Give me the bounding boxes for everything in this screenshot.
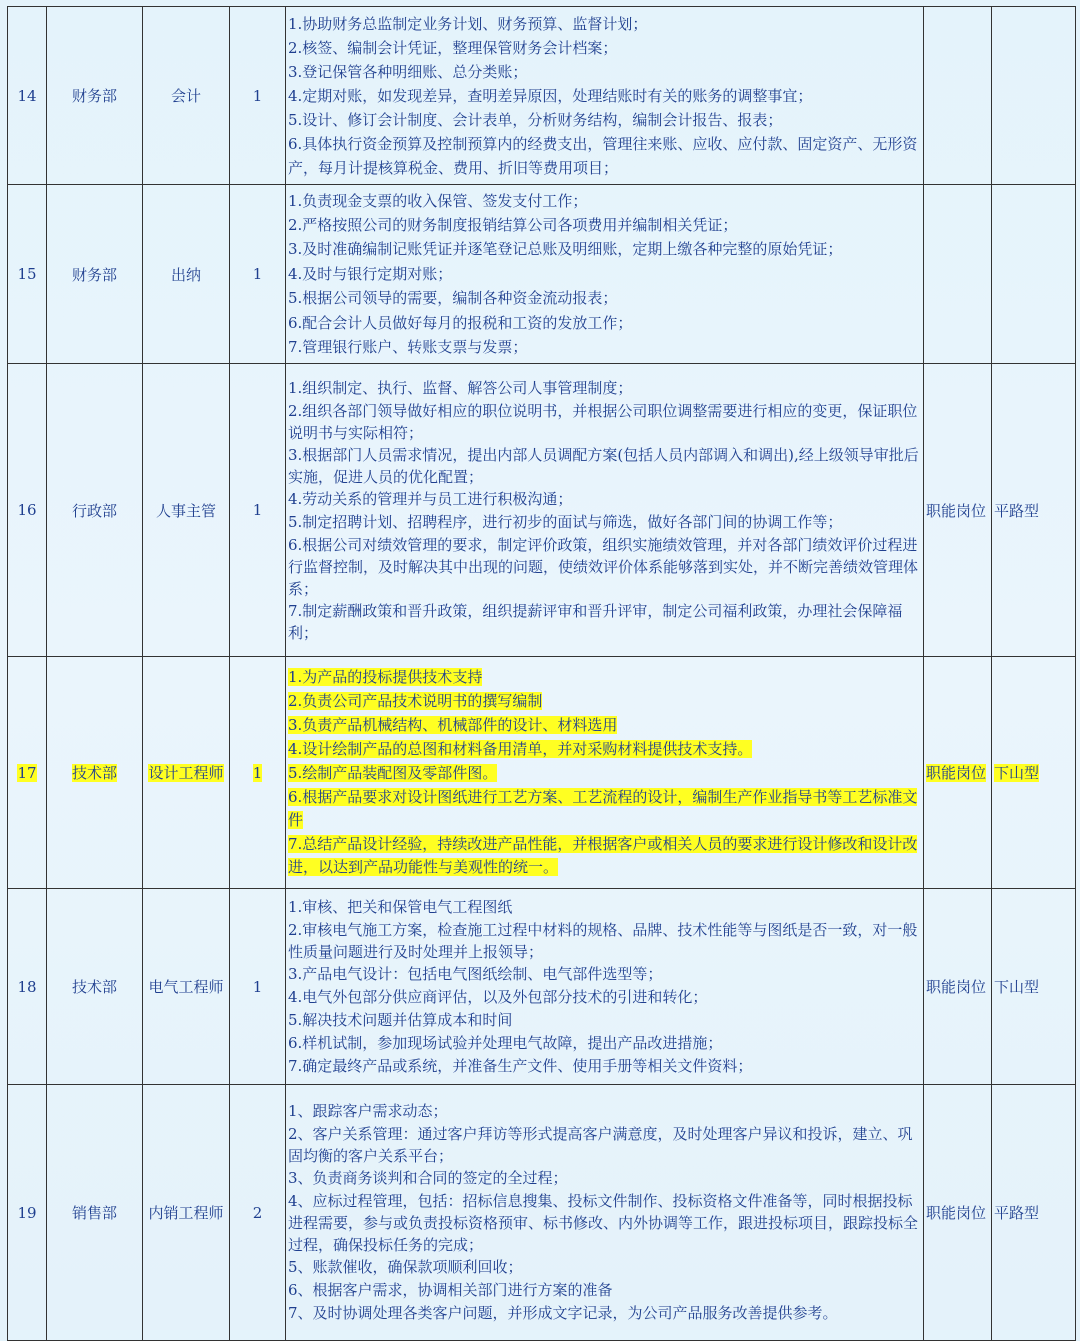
duty-text: 5.设计、修订会计制度、会计表单，分析财务结构，编制会计报告、报表； xyxy=(288,110,783,129)
table-row xyxy=(8,889,1076,1085)
department-cell xyxy=(47,364,143,657)
headcount-cell xyxy=(230,889,286,1085)
duty-text: 7.制定薪酬政策和晋升政策，组织提薪评审和晋升评审，制定公司福利政策，办理社会保障福利； xyxy=(288,601,903,642)
duty-text: 4、应标过程管理，包括：招标信息搜集、投标文件制作、投标资格文件准备等，同时根据投标进程需要，参与或负责投标资格预审、标书修改、内外协调等工作，跟进投标项目，跟踪投标全过程，确保投标任务的完成； xyxy=(288,1192,919,1254)
duty-text: 6.根据产品要求对设计图纸进行工艺方案、工艺流程的设计，编制生产作业指导书等工艺标准文件 xyxy=(288,788,918,829)
duty-text: 7.确定最终产品或系统，并准备生产文件、使用手册等相关文件资料； xyxy=(288,1056,753,1075)
duty-item xyxy=(288,1190,921,1256)
row-number: 14 xyxy=(17,86,37,105)
headcount: 1 xyxy=(252,501,263,519)
headcount-cell xyxy=(230,364,286,657)
department: 财务部 xyxy=(71,265,117,284)
duty-text: 1.组织制定、执行、监督、解答公司人事管理制度； xyxy=(288,378,633,397)
duty-text: 1、跟踪客户需求动态； xyxy=(288,1102,448,1120)
position: 电气工程师 xyxy=(148,978,224,996)
duty-item xyxy=(288,189,921,213)
duty-item xyxy=(288,1009,921,1032)
headcount: 1 xyxy=(252,265,263,283)
duty-item xyxy=(288,1279,921,1302)
duty-item xyxy=(288,511,921,534)
position: 内销工程师 xyxy=(148,1204,224,1222)
duty-text: 6.具体执行资金预算及控制预算内的经费支出，管理往来账、应收、应付款、固定资产、无形资产，每月计提核算税金、费用、折旧等费用项目； xyxy=(288,134,918,177)
job-type-cell xyxy=(924,364,992,657)
headcount: 1 xyxy=(252,977,263,996)
duty-text: 2.组织各部门领导做好相应的职位说明书，并根据公司职位调整需要进行相应的变更，保证职位说明书与实际相符； xyxy=(288,401,918,442)
career-path-cell xyxy=(992,1085,1076,1341)
duty-item xyxy=(288,488,921,511)
position: 设计工程师 xyxy=(148,764,224,782)
duty-text: 5.解决技术问题并估算成本和时间 xyxy=(288,1010,513,1029)
duty-item xyxy=(288,400,921,444)
duty-item xyxy=(288,1032,921,1055)
department: 销售部 xyxy=(71,1204,117,1222)
duty-item xyxy=(288,666,921,689)
position: 出纳 xyxy=(170,265,201,284)
duty-item xyxy=(288,262,921,286)
career-path-cell xyxy=(992,364,1076,657)
duty-text: 3.及时准确编制记账凭证并逐笔登记总账及明细账，定期上缴各种完整的原始凭证； xyxy=(288,240,843,259)
duty-text: 6.配合会计人员做好每月的报税和工资的发放工作； xyxy=(288,313,633,332)
job-description-table xyxy=(7,6,1076,1341)
career-path-cell xyxy=(992,889,1076,1085)
department: 财务部 xyxy=(71,87,117,105)
headcount-cell xyxy=(230,1085,286,1341)
duty-item xyxy=(288,311,921,335)
career-path: 下山型 xyxy=(994,978,1040,996)
position-cell xyxy=(143,185,230,364)
table-row xyxy=(8,657,1076,889)
job-type-cell xyxy=(924,889,992,1085)
department-cell xyxy=(47,657,143,889)
duty-item xyxy=(288,833,921,879)
career-path: 下山型 xyxy=(994,764,1040,782)
duty-item xyxy=(288,36,921,60)
job-type: 职能岗位 xyxy=(926,1204,987,1222)
job-type: 职能岗位 xyxy=(926,501,987,520)
duty-item xyxy=(288,919,921,963)
duty-text: 1.为产品的投标提供技术支持 xyxy=(288,668,483,686)
department: 技术部 xyxy=(71,764,117,782)
career-path: 平路型 xyxy=(994,501,1040,520)
duty-text: 4.定期对账，如发现差异，查明差异原因，处理结账时有关的账务的调整事宜； xyxy=(288,86,813,105)
duty-item xyxy=(288,1302,921,1325)
row-number: 17 xyxy=(17,763,37,782)
row-number-cell xyxy=(8,364,47,657)
department-cell xyxy=(47,185,143,364)
duty-text: 5.绘制产品装配图及零部件图。 xyxy=(288,764,498,782)
job-type-cell xyxy=(924,1085,992,1341)
duties-cell xyxy=(286,657,924,889)
duty-item xyxy=(288,84,921,108)
duty-text: 3.负责产品机械结构、机械部件的设计、材料选用 xyxy=(288,716,618,734)
duty-item xyxy=(288,335,921,359)
duty-item xyxy=(288,444,921,488)
row-number-cell xyxy=(8,889,47,1085)
duty-item xyxy=(288,286,921,310)
duty-item xyxy=(288,600,921,644)
duty-text: 6、根据客户需求，协调相关部门进行方案的准备 xyxy=(288,1281,613,1299)
duty-item xyxy=(288,60,921,84)
duty-item xyxy=(288,132,921,180)
duty-text: 7、及时协调处理各类客户问题，并形成文字记录，为公司产品服务改善提供参考。 xyxy=(288,1304,838,1322)
duty-text: 3.产品电气设计：包括电气图纸绘制、电气部件选型等； xyxy=(288,964,663,983)
duty-item xyxy=(288,1055,921,1078)
table-row xyxy=(8,7,1076,185)
row-number: 16 xyxy=(17,501,37,519)
duty-text: 1.审核、把关和保管电气工程图纸 xyxy=(288,897,513,916)
row-number-cell xyxy=(8,185,47,364)
duty-item xyxy=(288,213,921,237)
row-number-cell xyxy=(8,1085,47,1341)
duty-item xyxy=(288,690,921,713)
duty-text: 1.负责现金支票的收入保管、签发支付工作； xyxy=(288,191,588,210)
duty-text: 3、负责商务谈判和合同的签定的全过程； xyxy=(288,1169,568,1187)
duty-item xyxy=(288,963,921,986)
duty-item xyxy=(288,1167,921,1190)
duty-text: 3.根据部门人员需求情况，提出内部人员调配方案(包括人员内部调入和调出),经上级领导审批后实施，促进人员的优化配置； xyxy=(288,445,919,486)
duty-text: 6.根据公司对绩效管理的要求，制定评价政策，组织实施绩效管理，并对各部门绩效评价过程进行监督控制，及时解决其中出现的问题，使绩效评价体系能够落到实处，并不断完善绩效管理体系； xyxy=(288,535,919,598)
duties-cell xyxy=(286,889,924,1085)
duty-text: 4.设计绘制产品的总图和材料备用清单，并对采购材料提供技术支持。 xyxy=(288,740,753,758)
duty-item xyxy=(288,534,921,600)
headcount: 1 xyxy=(252,763,263,782)
duties-cell xyxy=(286,185,924,364)
position: 会计 xyxy=(170,87,201,105)
duty-text: 7.管理银行账户、转账支票与发票； xyxy=(288,338,528,357)
duty-item xyxy=(288,986,921,1009)
career-path: 平路型 xyxy=(994,1204,1040,1222)
department: 技术部 xyxy=(71,978,117,996)
job-type-cell xyxy=(924,657,992,889)
table-row xyxy=(8,364,1076,657)
duty-item xyxy=(288,1123,921,1167)
headcount-cell xyxy=(230,185,286,364)
duty-item xyxy=(288,377,921,400)
position: 人事主管 xyxy=(155,501,216,520)
job-type: 职能岗位 xyxy=(926,764,987,782)
duty-item xyxy=(288,738,921,761)
duty-item xyxy=(288,896,921,919)
duty-text: 3.登记保管各种明细账、总分类账； xyxy=(288,62,528,81)
duty-item xyxy=(288,1100,921,1123)
duty-text: 6.样机试制，参加现场试验并处理电气故障，提出产品改进措施； xyxy=(288,1033,723,1052)
department-cell xyxy=(47,1085,143,1341)
row-number-cell xyxy=(8,657,47,889)
duty-text: 2.审核电气施工方案，检查施工过程中材料的规格、品牌、技术性能等与图纸是否一致，对一般性质量问题进行及时处理并上报领导； xyxy=(288,920,918,961)
duty-text: 7.总结产品设计经验，持续改进产品性能，并根据客户或相关人员的要求进行设计修改和设计改进，以达到产品功能性与美观性的统一。 xyxy=(288,835,918,876)
duty-text: 2.严格按照公司的财务制度报销结算公司各项费用并编制相关凭证； xyxy=(288,215,738,234)
duties-cell xyxy=(286,7,924,185)
duty-text: 2、客户关系管理：通过客户拜访等形式提高客户满意度，及时处理客户异议和投诉，建立、巩固均衡的客户关系平台； xyxy=(288,1125,913,1165)
headcount: 2 xyxy=(252,1203,263,1222)
duty-item xyxy=(288,1256,921,1279)
job-type-cell xyxy=(924,185,992,364)
job-type: 职能岗位 xyxy=(926,978,987,996)
duty-item xyxy=(288,108,921,132)
table-row xyxy=(8,185,1076,364)
position-cell xyxy=(143,889,230,1085)
duty-item xyxy=(288,237,921,261)
duty-text: 5.根据公司领导的需要，编制各种资金流动报表； xyxy=(288,289,618,308)
row-number: 19 xyxy=(17,1203,37,1222)
duty-text: 2.核签、编制会计凭证，整理保管财务会计档案； xyxy=(288,38,618,57)
duty-item xyxy=(288,786,921,832)
duty-item xyxy=(288,12,921,36)
duties-cell xyxy=(286,364,924,657)
department: 行政部 xyxy=(71,501,117,520)
headcount: 1 xyxy=(252,86,263,105)
position-cell xyxy=(143,657,230,889)
table-row xyxy=(8,1085,1076,1341)
duty-text: 5.制定招聘计划、招聘程序，进行初步的面试与筛选，做好各部门间的协调工作等； xyxy=(288,512,843,531)
duty-text: 5、账款催收，确保款项顺利回收； xyxy=(288,1258,523,1276)
position-cell xyxy=(143,364,230,657)
duty-item xyxy=(288,762,921,785)
duty-item xyxy=(288,714,921,737)
duties-cell xyxy=(286,1085,924,1341)
position-cell xyxy=(143,1085,230,1341)
duty-text: 4.劳动关系的管理并与员工进行积极沟通； xyxy=(288,489,573,508)
duty-text: 4.电气外包部分供应商评估，以及外包部分技术的引进和转化； xyxy=(288,987,708,1006)
career-path-cell xyxy=(992,7,1076,185)
duty-text: 4.及时与银行定期对账； xyxy=(288,264,453,283)
career-path-cell xyxy=(992,657,1076,889)
row-number-cell xyxy=(8,7,47,185)
career-path-cell xyxy=(992,185,1076,364)
headcount-cell xyxy=(230,657,286,889)
position-cell xyxy=(143,7,230,185)
row-number: 15 xyxy=(17,265,37,283)
row-number: 18 xyxy=(17,977,37,996)
headcount-cell xyxy=(230,7,286,185)
department-cell xyxy=(47,7,143,185)
department-cell xyxy=(47,889,143,1085)
job-type-cell xyxy=(924,7,992,185)
duty-text: 2.负责公司产品技术说明书的撰写编制 xyxy=(288,692,543,710)
duty-text: 1.协助财务总监制定业务计划、财务预算、监督计划； xyxy=(288,14,648,33)
